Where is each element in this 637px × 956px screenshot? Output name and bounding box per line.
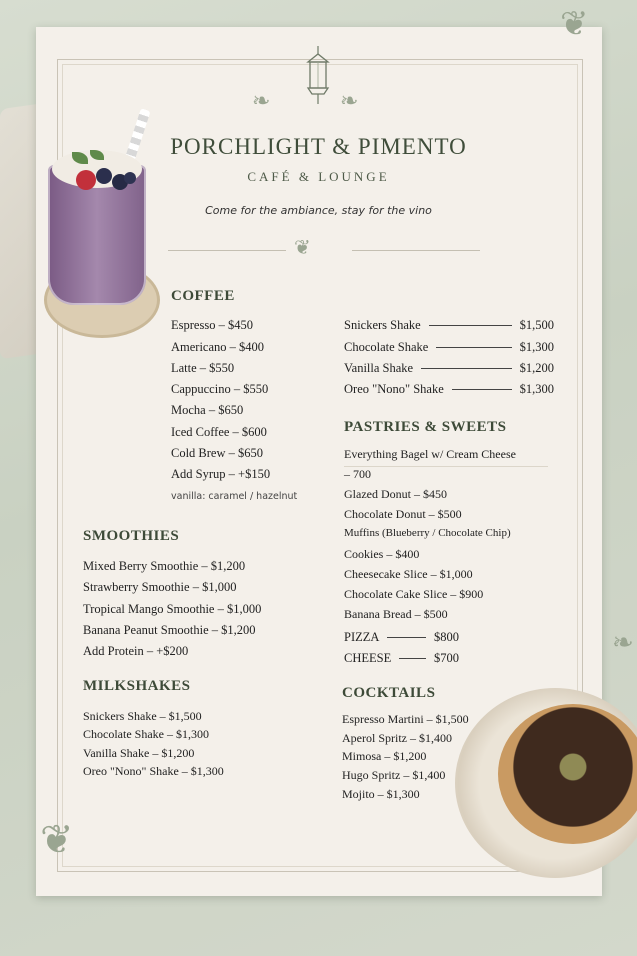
menu-item: Mojito – $1,300 bbox=[342, 787, 420, 801]
menu-item: Cookies – $400 bbox=[344, 547, 420, 561]
menu-item: Add Syrup – +$150 bbox=[171, 467, 271, 481]
menu-item: Chocolate Cake Slice – $900 bbox=[344, 587, 484, 601]
leaf-sprig-icon: ❦ bbox=[560, 6, 589, 43]
section-heading-coffee: COFFEE bbox=[171, 288, 235, 304]
syrup-note: vanilla: caramel / hazelnut bbox=[171, 491, 298, 502]
menu-item: Iced Coffee – $600 bbox=[171, 425, 267, 439]
item-name: Oreo "Nono" Shake bbox=[344, 382, 444, 396]
menu-item: Mimosa – $1,200 bbox=[342, 749, 427, 763]
item-price: $700 bbox=[434, 651, 459, 665]
menu-item bbox=[344, 382, 554, 397]
item-price: $800 bbox=[434, 630, 459, 644]
item-name: Vanilla Shake bbox=[344, 361, 414, 375]
menu-item: Glazed Donut – $450 bbox=[344, 487, 447, 501]
item-price: $1,200 bbox=[519, 361, 554, 375]
item-price: $1,300 bbox=[519, 382, 554, 396]
menu-item bbox=[344, 318, 554, 333]
menu-item: Strawberry Smoothie – $1,000 bbox=[83, 580, 237, 594]
menu-item bbox=[344, 340, 554, 355]
menu-tagline: Come for the ambiance, stay for the vino bbox=[205, 204, 432, 217]
menu-item: Oreo "Nono" Shake – $1,300 bbox=[83, 764, 224, 778]
menu-item bbox=[344, 630, 459, 645]
section-heading-milkshakes: MILKSHAKES bbox=[83, 678, 191, 694]
item-name: Chocolate Shake bbox=[344, 340, 429, 354]
leaf-sprig-icon: ❦ bbox=[40, 817, 74, 862]
menu-item: Banana Peanut Smoothie – $1,200 bbox=[83, 623, 256, 637]
menu-item: Hugo Spritz – $1,400 bbox=[342, 768, 446, 782]
menu-item: Chocolate Shake – $1,300 bbox=[83, 727, 209, 741]
menu-item: Cappuccino – $550 bbox=[171, 382, 269, 396]
menu-item: Everything Bagel w/ Cream Cheese bbox=[344, 447, 516, 461]
menu-item: Mocha – $650 bbox=[171, 403, 244, 417]
menu-item: Chocolate Donut – $500 bbox=[344, 507, 462, 521]
menu-item: Aperol Spritz – $1,400 bbox=[342, 731, 452, 745]
section-heading-cocktails: COCKTAILS bbox=[342, 685, 436, 701]
menu-item bbox=[344, 361, 554, 376]
menu-item bbox=[344, 651, 459, 666]
lantern-icon bbox=[300, 46, 336, 110]
leaf-sprig-icon: ❧ bbox=[340, 88, 359, 113]
item-price: $1,500 bbox=[519, 318, 554, 332]
menu-item: Mixed Berry Smoothie – $1,200 bbox=[83, 559, 246, 573]
menu-item: Muffins (Blueberry / Chocolate Chip) bbox=[344, 527, 511, 539]
menu-item: Espresso Martini – $1,500 bbox=[342, 712, 469, 726]
menu-item: Espresso – $450 bbox=[171, 318, 253, 332]
item-name: CHEESE bbox=[344, 651, 392, 665]
menu-title: PORCHLIGHT & PIMENTO bbox=[170, 134, 467, 159]
leaf-sprig-icon: ❧ bbox=[252, 88, 271, 113]
section-heading-pastries: PASTRIES & SWEETS bbox=[344, 419, 507, 435]
divider bbox=[352, 250, 480, 251]
menu-item: Vanilla Shake – $1,200 bbox=[83, 746, 195, 760]
item-price: $1,300 bbox=[519, 340, 554, 354]
leaf-sprig-icon: ❧ bbox=[612, 628, 634, 657]
menu-item: Cold Brew – $650 bbox=[171, 446, 264, 460]
menu-item: – 700 bbox=[344, 467, 371, 481]
divider bbox=[344, 466, 548, 467]
item-name: PIZZA bbox=[344, 630, 380, 644]
menu-item: Banana Bread – $500 bbox=[344, 607, 448, 621]
chocolate-donut-decoration bbox=[498, 704, 637, 844]
menu-item: Americano – $400 bbox=[171, 340, 265, 354]
menu-item: Cheesecake Slice – $1,000 bbox=[344, 567, 473, 581]
menu-item: Tropical Mango Smoothie – $1,000 bbox=[83, 602, 262, 616]
divider bbox=[168, 250, 286, 251]
menu-item: Snickers Shake – $1,500 bbox=[83, 709, 202, 723]
section-heading-smoothies: SMOOTHIES bbox=[83, 528, 180, 544]
menu-item: Latte – $550 bbox=[171, 361, 235, 375]
menu-subtitle: CAFÉ & LOUNGE bbox=[247, 169, 390, 184]
item-name: Snickers Shake bbox=[344, 318, 421, 332]
menu-item: Add Protein – +$200 bbox=[83, 644, 189, 658]
leaf-sprig-icon: ❦ bbox=[294, 237, 311, 259]
